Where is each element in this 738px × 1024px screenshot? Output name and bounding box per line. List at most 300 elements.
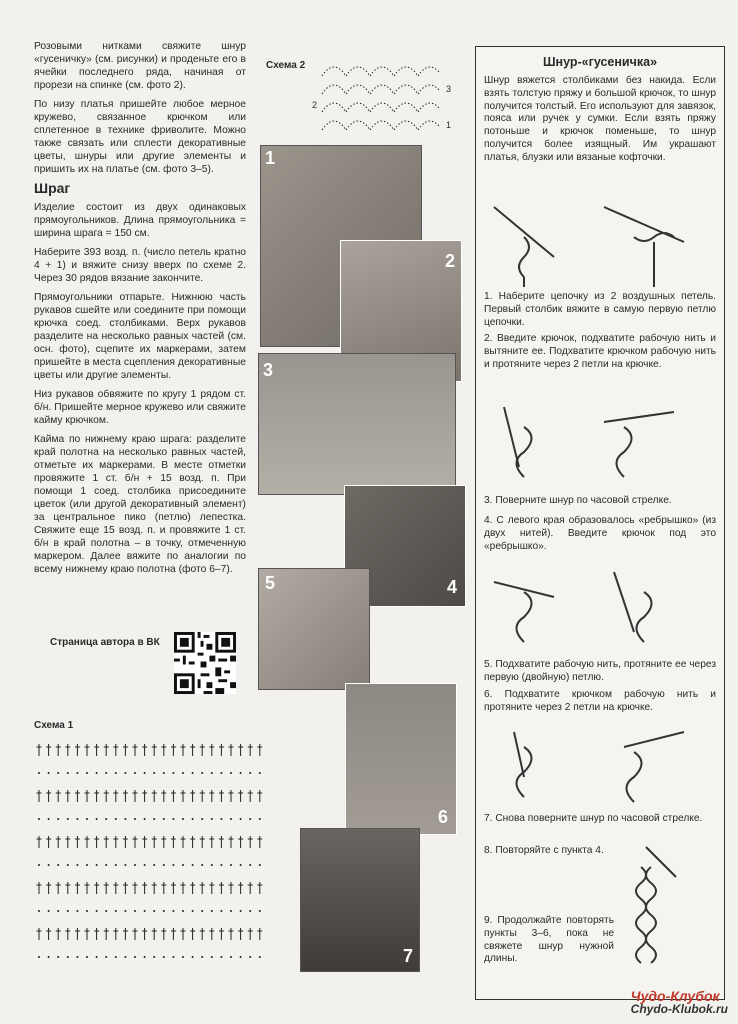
schema-1-stitch — [38, 772, 40, 774]
schema-1-stitch — [153, 864, 155, 866]
schema-2-arc — [394, 67, 418, 76]
schema-1-stitch — [257, 744, 262, 756]
schema-1-stitch — [38, 956, 40, 958]
schema-1-stitch — [65, 744, 70, 756]
schema-1-stitch — [142, 790, 147, 802]
intro-paragraph-1: Розовыми нитками свяжите шнур «гусеничку» (см. рисунки) и проденьте его в ячейки последнего ряда, начиная от прорези на спинке (см. фото 2). — [34, 41, 246, 91]
paragraph-4: Низ рукавов обвяжите по кругу 1 рядом ст. б/н. Пришейте мерное кружево или свяжите кайму крючком. — [34, 389, 246, 426]
schema-1-stitch — [105, 910, 107, 912]
schema-1-stitch — [56, 836, 61, 848]
schema-1-stitch — [48, 864, 50, 866]
schema-1-stitch — [163, 910, 165, 912]
schema-2-arc — [346, 121, 370, 130]
schema-2-arc — [418, 121, 440, 130]
schema-1-stitch — [190, 928, 195, 940]
schema-1-stitch — [152, 928, 157, 940]
schema-1-stitch — [76, 910, 78, 912]
schema-1-stitch — [144, 910, 146, 912]
schema-1-stitch — [257, 882, 262, 894]
schema-1-stitch — [230, 772, 232, 774]
schema-1-stitch — [65, 882, 70, 894]
schema-1-stitch — [220, 956, 222, 958]
schema-1-stitch — [56, 882, 61, 894]
schema-1-stitch — [209, 744, 214, 756]
schema-1-stitch — [209, 836, 214, 848]
schema-1-stitch — [220, 864, 222, 866]
schema-1-stitch — [134, 910, 136, 912]
schema-1-stitch — [172, 772, 174, 774]
schema-1-stitch — [37, 928, 42, 940]
section-heading: Шраг — [34, 180, 71, 196]
publisher-logo[interactable] — [631, 988, 728, 1016]
hook-illustration-2 — [484, 397, 714, 487]
schema-1-stitch — [211, 910, 213, 912]
schema-1-stitch — [259, 864, 261, 866]
schema-1-stitch — [67, 772, 69, 774]
box-intro: Шнур вяжется столбиками без накида. Если взять толстую пряжу и большой крючок, то шнур получится толстый. Его используют для завязок, пояса или ручек у сумки. Если взять пряжу потоньше и крючок поменьше, то шнур получится более изящный. Им украшают платья, блузки или вязаные кофточки. — [484, 75, 716, 163]
schema-1-stitch — [240, 772, 242, 774]
schema-1-stitch — [104, 836, 109, 848]
schema-2-arc — [418, 85, 440, 94]
schema-1-stitch — [104, 928, 109, 940]
schema-1-stitch — [56, 744, 61, 756]
schema-1-stitch — [161, 836, 166, 848]
article-text — [34, 40, 246, 582]
schema-1-stitch — [94, 928, 99, 940]
photo-6-number: 6 — [437, 807, 448, 827]
schema-1-stitch — [113, 744, 118, 756]
schema-2-arc — [346, 67, 370, 76]
schema-2-row-2: 2 — [312, 100, 318, 110]
schema-1-stitch — [75, 882, 80, 894]
schema-1-diagram — [33, 740, 273, 975]
schema-1-stitch — [86, 772, 88, 774]
schema-2-arc — [322, 121, 346, 130]
schema-1-stitch — [181, 790, 186, 802]
schema-1-stitch — [240, 956, 242, 958]
schema-1-stitch — [181, 928, 186, 940]
schema-1-stitch — [201, 818, 203, 820]
schema-1-stitch — [105, 956, 107, 958]
schema-1-stitch — [75, 928, 80, 940]
schema-1-stitch — [57, 818, 59, 820]
schema-1-stitch — [96, 956, 98, 958]
schema-1-stitch — [86, 910, 88, 912]
schema-1-stitch — [259, 818, 261, 820]
schema-1-stitch — [124, 910, 126, 912]
schema-1-stitch — [144, 818, 146, 820]
schema-1-stitch — [123, 882, 128, 894]
schema-1-stitch — [56, 790, 61, 802]
schema-1-stitch — [134, 772, 136, 774]
hook-illustration-3 — [484, 562, 714, 657]
schema-1-stitch — [76, 956, 78, 958]
schema-1-stitch — [37, 744, 42, 756]
schema-1-stitch — [220, 818, 222, 820]
schema-1-stitch — [113, 790, 118, 802]
schema-2-label: Схема 2 — [266, 60, 306, 71]
schema-1-stitch — [94, 744, 99, 756]
schema-1-stitch — [57, 864, 59, 866]
schema-1-stitch — [211, 956, 213, 958]
photo-5 — [258, 568, 370, 690]
step-9: 9. Продолжайте повторять пункты 3–6, пока не свяжете шнур нужной длины. — [484, 915, 614, 965]
schema-1-stitch — [124, 864, 126, 866]
schema-1-stitch — [37, 882, 42, 894]
schema-1-stitch — [123, 744, 128, 756]
schema-1-stitch — [67, 910, 69, 912]
schema-1-stitch — [48, 956, 50, 958]
schema-1-label: Схема 1 — [34, 720, 74, 731]
schema-1-stitch — [190, 790, 195, 802]
schema-1-stitch — [248, 836, 253, 848]
schema-1-stitch — [200, 928, 205, 940]
schema-2-row-3: 3 — [446, 84, 452, 94]
schema-1-stitch — [76, 818, 78, 820]
schema-2-row-1: 1 — [446, 120, 452, 130]
schema-1-stitch — [209, 790, 214, 802]
schema-1-stitch — [190, 836, 195, 848]
schema-1-stitch — [94, 882, 99, 894]
schema-1-stitch — [249, 956, 251, 958]
schema-1-stitch — [96, 818, 98, 820]
schema-2-arc — [370, 67, 394, 76]
schema-1-stitch — [46, 744, 51, 756]
schema-1-stitch — [182, 864, 184, 866]
schema-1-stitch — [144, 772, 146, 774]
schema-1-stitch — [94, 790, 99, 802]
schema-1-stitch — [201, 910, 203, 912]
schema-1-stitch — [240, 818, 242, 820]
schema-1-stitch — [65, 790, 70, 802]
schema-1-stitch — [192, 818, 194, 820]
schema-1-stitch — [248, 790, 253, 802]
schema-1-stitch — [37, 790, 42, 802]
photo-5-number: 5 — [265, 573, 276, 593]
schema-1-stitch — [192, 956, 194, 958]
schema-2-arc — [394, 121, 418, 130]
schema-1-stitch — [259, 956, 261, 958]
schema-1-stitch — [238, 882, 243, 894]
schema-1-stitch — [152, 790, 157, 802]
schema-1-stitch — [46, 928, 51, 940]
schema-2-arc — [394, 85, 418, 94]
schema-1-stitch — [248, 928, 253, 940]
schema-1-stitch — [115, 910, 117, 912]
schema-1-stitch — [161, 928, 166, 940]
schema-1-stitch — [48, 772, 50, 774]
schema-1-stitch — [105, 818, 107, 820]
hook-illustration-1 — [484, 197, 714, 287]
step-7: 7. Снова поверните шнур по часовой стрелке. — [484, 813, 703, 824]
schema-1-stitch — [230, 956, 232, 958]
schema-1-stitch — [104, 882, 109, 894]
schema-1-stitch — [229, 882, 234, 894]
schema-1-stitch — [115, 864, 117, 866]
schema-1-stitch — [48, 910, 50, 912]
schema-1-stitch — [96, 864, 98, 866]
schema-1-stitch — [161, 790, 166, 802]
schema-1-stitch — [142, 744, 147, 756]
schema-1-stitch — [152, 744, 157, 756]
schema-1-stitch — [219, 790, 224, 802]
photo-1-number: 1 — [265, 148, 276, 168]
schema-1-stitch — [65, 836, 70, 848]
schema-1-stitch — [171, 790, 176, 802]
schema-1-stitch — [133, 744, 138, 756]
step-4: 4. С левого края образовалось «ребрышко» (из двух нитей). Введите крючок под это «ребрышко». — [484, 515, 716, 552]
schema-1-stitch — [163, 818, 165, 820]
schema-1-stitch — [249, 818, 251, 820]
schema-1-stitch — [144, 864, 146, 866]
schema-2-arc — [370, 103, 394, 112]
schema-1-stitch — [96, 910, 98, 912]
schema-2-arc — [370, 121, 394, 130]
schema-1-stitch — [192, 772, 194, 774]
schema-1-stitch — [86, 818, 88, 820]
schema-1-stitch — [123, 790, 128, 802]
schema-1-stitch — [46, 790, 51, 802]
schema-1-stitch — [219, 928, 224, 940]
schema-1-stitch — [230, 818, 232, 820]
schema-1-stitch — [182, 772, 184, 774]
schema-1-stitch — [219, 882, 224, 894]
schema-1-stitch — [123, 836, 128, 848]
schema-1-stitch — [133, 790, 138, 802]
schema-1-stitch — [142, 928, 147, 940]
schema-1-stitch — [161, 744, 166, 756]
schema-1-stitch — [172, 864, 174, 866]
schema-1-stitch — [172, 910, 174, 912]
schema-1-stitch — [171, 836, 176, 848]
cord-finished-illustration — [616, 837, 716, 977]
paragraph-3: Прямоугольники отпарьте. Нижнюю часть рукавов сшейте или соедините при помощи крючка соед. столбиками. Верх рукавов разделите на несколько равных частей (см. осн. фото), сцепите их маркерами, затем пришейте в места сцепления декоративные цветы или другие элементы. — [34, 292, 246, 381]
schema-1-stitch — [38, 910, 40, 912]
schema-1-stitch — [123, 928, 128, 940]
schema-1-stitch — [209, 928, 214, 940]
schema-1-stitch — [124, 818, 126, 820]
schema-1-stitch — [124, 956, 126, 958]
schema-1-stitch — [46, 882, 51, 894]
schema-1-stitch — [190, 882, 195, 894]
schema-1-stitch — [46, 836, 51, 848]
schema-1-stitch — [105, 772, 107, 774]
schema-1-stitch — [94, 836, 99, 848]
schema-1-stitch — [200, 882, 205, 894]
schema-1-stitch — [240, 910, 242, 912]
schema-1-stitch — [209, 882, 214, 894]
schema-1-stitch — [153, 910, 155, 912]
step-3: 3. Поверните шнур по часовой стрелке. — [484, 495, 672, 506]
schema-1-stitch — [56, 928, 61, 940]
schema-1-stitch — [230, 864, 232, 866]
schema-1-stitch — [163, 772, 165, 774]
paragraph-1: Изделие состоит из двух одинаковых прямоугольников. Длина прямоугольника = ширина шрага = 150 см. — [34, 202, 246, 239]
step-2: 2. Введите крючок, подхватите рабочую нить и вытяните ее. Подхватите крючком рабочую нить и протяните через 2 петли на крючке. — [484, 333, 716, 370]
schema-1-stitch — [142, 882, 147, 894]
schema-1-stitch — [229, 790, 234, 802]
schema-1-stitch — [57, 910, 59, 912]
schema-1-stitch — [75, 790, 80, 802]
intro-paragraph-2: По низу платья пришейте любое мерное кружево, связанное крючком или сплетенное в технике фриволите. Можно также связать или сплести декоративные цветы, шнуры или другие элементы и пришить их на платье (см. фото 3–5). — [34, 99, 246, 175]
schema-2-arc — [418, 103, 440, 112]
schema-1-stitch — [172, 956, 174, 958]
schema-1-stitch — [192, 910, 194, 912]
schema-1-stitch — [133, 882, 138, 894]
schema-2-arc — [322, 103, 346, 112]
schema-1-stitch — [152, 882, 157, 894]
schema-1-stitch — [38, 818, 40, 820]
schema-1-stitch — [85, 928, 90, 940]
logo-brand: Чудо-Клубок — [630, 988, 720, 1004]
schema-1-stitch — [48, 818, 50, 820]
schema-1-stitch — [230, 910, 232, 912]
schema-1-stitch — [182, 818, 184, 820]
schema-1-stitch — [76, 772, 78, 774]
schema-1-stitch — [96, 772, 98, 774]
schema-1-stitch — [104, 744, 109, 756]
photo-2-number: 2 — [444, 251, 455, 271]
hook-illustration-4 — [484, 727, 714, 807]
logo-site: Chydo-Klubok.ru — [630, 1002, 728, 1016]
schema-1-stitch — [171, 928, 176, 940]
schema-1-stitch — [229, 836, 234, 848]
schema-1-stitch — [153, 772, 155, 774]
schema-1-stitch — [257, 928, 262, 940]
schema-1-stitch — [220, 772, 222, 774]
schema-1-stitch — [238, 836, 243, 848]
schema-1-stitch — [161, 882, 166, 894]
schema-1-stitch — [238, 928, 243, 940]
schema-1-stitch — [86, 864, 88, 866]
schema-1-stitch — [238, 790, 243, 802]
schema-1-stitch — [153, 818, 155, 820]
schema-1-stitch — [172, 818, 174, 820]
photo-6 — [345, 683, 457, 835]
schema-1-stitch — [57, 772, 59, 774]
schema-1-stitch — [85, 882, 90, 894]
schema-1-stitch — [113, 882, 118, 894]
schema-2-arc — [394, 103, 418, 112]
schema-1-stitch — [133, 836, 138, 848]
schema-1-stitch — [201, 956, 203, 958]
schema-1-stitch — [75, 744, 80, 756]
schema-1-stitch — [144, 956, 146, 958]
schema-1-stitch — [249, 864, 251, 866]
schema-1-stitch — [133, 928, 138, 940]
schema-1-stitch — [192, 864, 194, 866]
schema-2-diagram — [318, 58, 440, 130]
schema-1-stitch — [124, 772, 126, 774]
schema-1-stitch — [201, 864, 203, 866]
schema-1-stitch — [182, 956, 184, 958]
schema-1-stitch — [257, 790, 262, 802]
schema-2-arc — [346, 85, 370, 94]
schema-2-arc — [418, 67, 440, 76]
qr-code-icon[interactable] — [174, 632, 236, 694]
schema-1-stitch — [134, 818, 136, 820]
schema-1-stitch — [67, 864, 69, 866]
schema-1-stitch — [200, 790, 205, 802]
schema-1-stitch — [67, 956, 69, 958]
schema-1-stitch — [200, 836, 205, 848]
schema-1-stitch — [115, 956, 117, 958]
schema-1-stitch — [113, 836, 118, 848]
schema-1-stitch — [248, 882, 253, 894]
schema-1-stitch — [211, 772, 213, 774]
schema-1-stitch — [115, 818, 117, 820]
schema-1-stitch — [248, 744, 253, 756]
schema-1-stitch — [238, 744, 243, 756]
schema-1-stitch — [259, 910, 261, 912]
photo-3 — [258, 353, 456, 495]
schema-1-stitch — [142, 836, 147, 848]
schema-1-stitch — [181, 744, 186, 756]
schema-1-stitch — [229, 744, 234, 756]
schema-1-stitch — [65, 928, 70, 940]
vk-author-label: Страница автора в ВК — [50, 637, 160, 648]
schema-1-stitch — [163, 956, 165, 958]
schema-1-stitch — [257, 836, 262, 848]
schema-1-stitch — [259, 772, 261, 774]
schema-1-stitch — [67, 818, 69, 820]
schema-1-stitch — [181, 882, 186, 894]
schema-1-stitch — [85, 744, 90, 756]
step-6: 6. Подхватите крючком рабочую нить и протяните через 2 петли на крючке. — [484, 689, 716, 713]
box-title: Шнур-«гусеничка» — [542, 55, 658, 69]
schema-1-stitch — [211, 818, 213, 820]
schema-1-stitch — [37, 836, 42, 848]
step-1: 1. Наберите цепочку из 2 воздушных петель. Первый столбик вяжите в самую первую петлю цепочки. — [484, 291, 716, 328]
caterpillar-cord-box — [475, 46, 725, 1000]
schema-1-stitch — [190, 744, 195, 756]
schema-1-stitch — [219, 744, 224, 756]
schema-1-stitch — [182, 910, 184, 912]
schema-1-stitch — [163, 864, 165, 866]
schema-1-stitch — [249, 772, 251, 774]
step-8: 8. Повторяйте с пункта 4. — [484, 845, 604, 856]
schema-1-stitch — [134, 864, 136, 866]
schema-1-stitch — [181, 836, 186, 848]
photo-3-number: 3 — [263, 360, 274, 380]
schema-1-stitch — [229, 928, 234, 940]
schema-2-arc — [346, 103, 370, 112]
schema-1-stitch — [105, 864, 107, 866]
photo-7-number: 7 — [402, 946, 413, 966]
schema-1-stitch — [115, 772, 117, 774]
schema-2-arc — [370, 85, 394, 94]
schema-1-stitch — [240, 864, 242, 866]
schema-1-stitch — [153, 956, 155, 958]
schema-1-stitch — [85, 836, 90, 848]
schema-1-stitch — [171, 882, 176, 894]
schema-1-stitch — [152, 836, 157, 848]
schema-1-stitch — [249, 910, 251, 912]
schema-1-stitch — [220, 910, 222, 912]
schema-1-stitch — [85, 790, 90, 802]
schema-1-stitch — [104, 790, 109, 802]
schema-2-arc — [322, 67, 346, 76]
schema-1-stitch — [200, 744, 205, 756]
schema-1-stitch — [113, 928, 118, 940]
schema-1-stitch — [134, 956, 136, 958]
schema-1-stitch — [171, 744, 176, 756]
photo-7 — [300, 828, 420, 972]
photo-4-number: 4 — [446, 577, 457, 597]
step-5: 5. Подхватите рабочую нить, протяните ее через первую (двойную) петлю. — [484, 659, 716, 683]
paragraph-2: Наберите 393 возд. п. (число петель кратно 4 + 1) и вяжите снизу вверх по схеме 2. Через 30 рядов вязание закончите. — [34, 247, 246, 284]
paragraph-5: Кайма по нижнему краю шрага: разделите край полотна на несколько равных частей, отметьте их маркерами. В месте отметки провяжите 1 ст. б/н + 15 возд. п. При помощи 1 соед. столбика присоедините цветок (или другой декоративный элемент) за центральное пико (петлю) лепестка. Свяжите еще 15 возд. п. и провяжите 1 ст. б/н в край полотна – в точку, отмеченную маркером. Далее вяжите по аналогии по всему нижнему краю полотна (фото 6–7). — [34, 434, 246, 575]
